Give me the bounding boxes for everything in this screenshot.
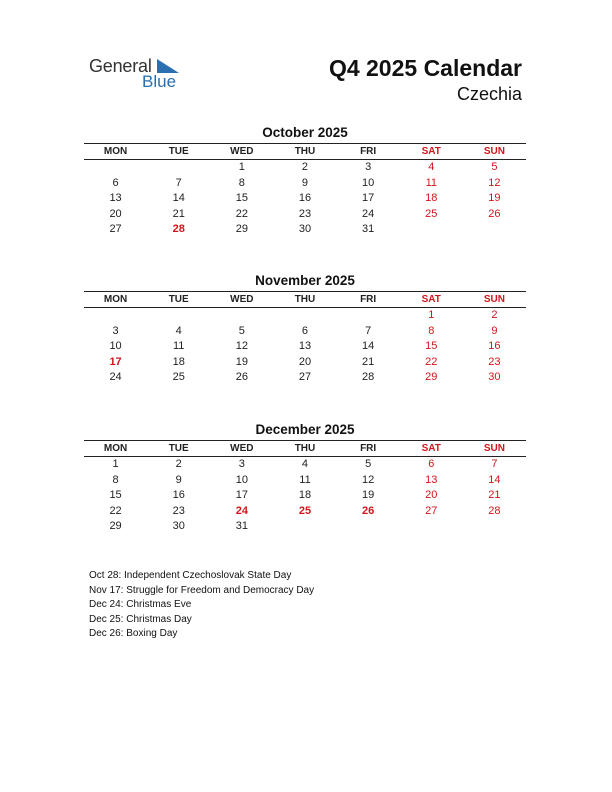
day-cell: 31	[235, 520, 248, 532]
day-cell: 8	[428, 324, 435, 337]
day-cell: 30	[488, 371, 501, 383]
week-row	[84, 504, 526, 520]
day-cell: 16	[298, 192, 312, 204]
week-row	[84, 519, 526, 535]
week-row	[84, 370, 526, 386]
day-cell: 14	[362, 340, 375, 352]
day-cell: 29	[109, 520, 122, 532]
day-cell: 26	[235, 371, 248, 383]
week-row	[84, 355, 526, 371]
day-cell: 23	[298, 207, 312, 220]
month-title: December 2025	[255, 422, 355, 437]
empty-day-cell	[337, 519, 400, 535]
logo-word-general: General	[89, 56, 152, 76]
day-cell: 18	[172, 355, 185, 368]
day-cell: 22	[425, 355, 438, 368]
weekday-label: MON	[103, 294, 128, 305]
day-cell: 13	[298, 340, 312, 352]
week-row	[84, 308, 526, 324]
day-cell: 28	[172, 223, 185, 235]
day-cell: 11	[425, 176, 437, 189]
day-cell: 25	[298, 504, 312, 517]
day-cell: 19	[235, 355, 248, 368]
week-row	[84, 339, 526, 355]
week-row	[84, 207, 526, 223]
weekday-label: MON	[103, 443, 128, 454]
day-cell: 3	[112, 324, 119, 337]
week-row	[84, 488, 526, 504]
day-cell: 23	[488, 355, 501, 368]
page-title: Q4 2025 Calendar	[328, 55, 522, 81]
day-cell: 10	[235, 473, 248, 486]
weekday-label: SUN	[483, 146, 505, 157]
day-cell: 15	[235, 192, 248, 204]
day-cell: 11	[299, 473, 311, 486]
day-cell: 16	[172, 489, 185, 501]
day-cell: 9	[175, 473, 182, 486]
weekday-label: FRI	[360, 443, 377, 454]
day-cell: 14	[488, 473, 501, 486]
weekday-label: TUE	[168, 146, 189, 157]
day-cell: 17	[109, 355, 122, 368]
day-cell: 12	[235, 340, 248, 352]
day-cell: 15	[109, 489, 122, 501]
day-cell: 28	[362, 371, 375, 383]
country-name: Czechia	[456, 84, 522, 104]
day-cell: 22	[235, 207, 248, 220]
day-cell: 1	[238, 161, 245, 173]
day-cell: 21	[488, 489, 501, 501]
week-row	[84, 160, 526, 176]
weekday-label: MON	[103, 146, 128, 157]
weekday-header	[84, 143, 526, 160]
weekday-label: SUN	[483, 443, 505, 454]
day-cell: 1	[112, 458, 119, 470]
day-cell: 24	[109, 371, 122, 383]
day-cell: 7	[491, 458, 498, 470]
day-cell: 31	[362, 223, 375, 235]
day-cell: 20	[109, 207, 122, 220]
week-row	[84, 457, 526, 473]
day-cell: 14	[172, 192, 185, 204]
empty-day-cell	[337, 308, 400, 324]
day-cell: 25	[425, 207, 438, 220]
day-cell: 29	[235, 223, 248, 235]
weekday-label: SAT	[421, 294, 441, 305]
empty-day-cell	[463, 519, 526, 535]
month-title: November 2025	[255, 273, 355, 288]
day-cell: 7	[175, 176, 182, 189]
weekday-label: SAT	[421, 146, 441, 157]
day-cell: 3	[238, 458, 245, 470]
day-cell: 10	[362, 176, 375, 189]
weekday-label: THU	[294, 294, 316, 305]
day-cell: 28	[488, 504, 501, 517]
day-cell: 3	[365, 161, 372, 173]
holiday-item: Dec 25: Christmas Day	[89, 613, 192, 625]
day-cell: 13	[109, 192, 122, 204]
day-cell: 5	[365, 458, 372, 470]
day-cell: 21	[362, 355, 375, 368]
day-cell: 5	[491, 161, 498, 173]
weekday-label: THU	[294, 443, 316, 454]
day-cell: 26	[488, 207, 501, 220]
weekday-header	[84, 440, 526, 457]
day-cell: 8	[112, 473, 119, 486]
day-cell: 25	[172, 371, 185, 383]
empty-day-cell	[273, 308, 336, 324]
day-cell: 18	[425, 192, 438, 204]
day-cell: 23	[172, 504, 185, 517]
weekday-label: TUE	[168, 294, 189, 305]
day-cell: 6	[301, 324, 309, 337]
day-cell: 27	[109, 223, 122, 235]
empty-day-cell	[463, 222, 526, 238]
day-cell: 30	[172, 520, 185, 532]
weekday-label: FRI	[360, 146, 377, 157]
day-cell: 4	[175, 324, 182, 337]
empty-day-cell	[147, 160, 210, 176]
weekday-label: WED	[230, 443, 254, 454]
day-cell: 5	[238, 324, 245, 337]
day-cell: 20	[425, 489, 438, 501]
day-cell: 19	[488, 192, 501, 204]
day-cell: 22	[109, 504, 122, 517]
day-cell: 7	[365, 324, 372, 337]
day-cell: 26	[362, 504, 375, 517]
day-cell: 4	[301, 458, 309, 470]
weekday-label: WED	[230, 146, 254, 157]
day-cell: 19	[362, 489, 375, 501]
day-cell: 6	[428, 458, 435, 470]
month-december	[84, 422, 526, 535]
day-cell: 9	[491, 324, 498, 337]
day-cell: 17	[362, 192, 375, 204]
empty-day-cell	[210, 308, 273, 324]
month-title: October 2025	[262, 125, 348, 140]
weekday-label: SAT	[421, 443, 441, 454]
day-cell: 18	[298, 489, 312, 501]
holiday-list	[89, 569, 314, 642]
day-cell: 24	[362, 207, 375, 220]
empty-day-cell	[273, 519, 336, 535]
day-cell: 20	[298, 355, 312, 368]
day-cell: 4	[428, 161, 435, 173]
day-cell: 24	[235, 504, 248, 517]
weekday-label: FRI	[360, 294, 377, 305]
day-cell: 8	[238, 176, 245, 189]
day-cell: 27	[425, 504, 438, 517]
day-cell: 10	[109, 340, 122, 352]
week-row	[84, 473, 526, 489]
empty-day-cell	[400, 519, 463, 535]
day-cell: 30	[298, 223, 312, 235]
weekday-label: WED	[230, 294, 254, 305]
day-cell: 16	[488, 340, 501, 352]
empty-day-cell	[84, 160, 147, 176]
day-cell: 9	[301, 176, 309, 189]
week-row	[84, 176, 526, 192]
weekday-label: TUE	[168, 443, 189, 454]
month-november	[84, 273, 526, 386]
day-cell: 17	[235, 489, 248, 501]
weekday-header	[84, 291, 526, 308]
day-cell: 27	[298, 371, 312, 383]
day-cell: 6	[112, 176, 119, 189]
day-cell: 29	[425, 371, 438, 383]
empty-day-cell	[147, 308, 210, 324]
week-row	[84, 324, 526, 340]
day-cell: 15	[425, 340, 438, 352]
week-row	[84, 222, 526, 238]
weekday-label: THU	[294, 146, 316, 157]
holiday-item: Oct 28: Independent Czechoslovak State Day	[89, 570, 292, 581]
day-cell: 11	[173, 340, 185, 352]
generalblue-logo	[89, 56, 189, 92]
logo-flag-icon	[157, 59, 179, 73]
weekday-label: SUN	[483, 294, 505, 305]
day-cell: 12	[362, 473, 375, 486]
day-cell: 13	[425, 473, 438, 486]
logo-word-blue: Blue	[142, 72, 177, 91]
day-cell: 2	[301, 161, 309, 173]
day-cell: 2	[175, 458, 182, 470]
holiday-item: Nov 17: Struggle for Freedom and Democracy Day	[89, 584, 315, 596]
day-cell: 2	[491, 309, 498, 321]
day-cell: 12	[488, 176, 501, 189]
day-cell: 1	[428, 309, 435, 321]
week-row	[84, 191, 526, 207]
day-cell: 21	[172, 207, 185, 220]
month-october	[84, 125, 526, 238]
holiday-item: Dec 26: Boxing Day	[89, 628, 178, 640]
empty-day-cell	[400, 222, 463, 238]
empty-day-cell	[84, 308, 147, 324]
holiday-item: Dec 24: Christmas Eve	[89, 599, 192, 611]
